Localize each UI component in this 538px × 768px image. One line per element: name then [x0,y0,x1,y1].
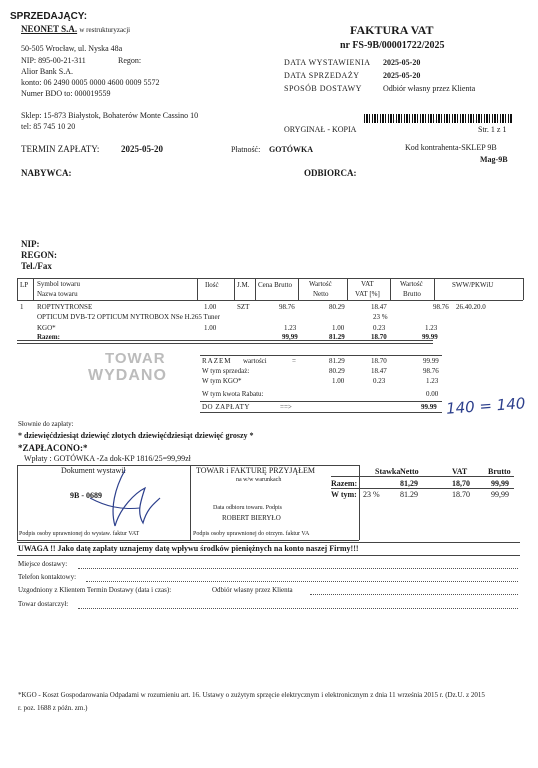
summary-sales-vat: 18.47 [371,367,387,375]
header-qty: Ilość [205,281,219,289]
stamp-line1: TOWAR [105,350,166,367]
seller-bank: Alior Bank S.A. [21,67,73,76]
sale-date-label: DATA SPRZEDAŻY [284,71,360,80]
vat-gross-header: Brutto [488,467,511,476]
kgo-footnote: *KGO - Koszt Gospodarowania Odpadami w rozumieniu art. 16. Ustawy o zużytym sprzęcie elektrycznym i elektronicznym z dnia 11 września 2015 r. (Dz.U. z 2015 r. poz. 1688 z późn. zm.) [18,691,485,712]
summary-due-label: DO ZAPŁATY [202,403,250,411]
header-gross-2: Brutto [403,290,421,298]
seller-name-suffix: w restrukturyzacji [79,26,131,34]
received-sub: na w/w warunkach [236,477,282,483]
row-gross: 1.23 [425,324,438,332]
delivery-arranged-value: Odbiór własny przez Klienta [212,586,293,594]
delivery-arranged-line [310,594,518,595]
issued-code: 9B - 0689 [70,491,102,500]
seller-regon: Regon: [118,56,142,65]
payment-method: GOTÓWKA [269,145,314,154]
delivery-place-line [78,568,518,569]
seller-account: konto: 06 2490 0005 0000 4600 0009 5572 [21,78,160,87]
received-caption: Podpis osoby uprawnionej do otrzym. faktur VA [193,531,310,537]
vat-net-header: Netto [400,467,419,476]
summary-total-gross: 99.99 [423,357,439,365]
header-gross-1: Wartość [400,280,423,288]
warehouse: Mag-9B [480,155,508,164]
sale-date: 2025-05-20 [383,71,421,80]
seller-phone: tel: 85 745 10 20 [21,122,76,131]
stamp-line2: WYDANO [88,367,167,384]
summary-discount-value: 0.00 [426,390,439,398]
summary-sales-label: W tym sprzedaż: [202,367,250,375]
summary-kgo-vat: 0.23 [373,377,386,385]
payment-method-label: Płatność: [231,145,261,154]
buyer-tel: Tel./Fax [21,261,52,271]
receiver-heading: ODBIORCA: [304,168,357,178]
words-label: Słownie do zapłaty: [18,420,74,428]
row-name: OPTICUM DVB-T2 OPTICUM NYTROBOX NSe H.265 Tuner [37,313,220,321]
items-total-label: Razem: [37,333,60,341]
items-total-gross: 99.99 [422,333,438,341]
row-symbol: KGO* [37,324,56,332]
payment-term-date: 2025-05-20 [121,144,163,154]
seller-heading: SPRZEDAJĄCY: [10,11,88,22]
buyer-heading: NABYWCA: [21,168,72,178]
delivery-place-label: Miejsce dostawy: [18,560,68,568]
payment-line: Wpłaty : GOTÓWKA -Za dok-KP 1816/25=99,99zł [24,454,191,463]
summary-total-vat: 18.70 [371,357,387,365]
header-name: Nazwa towaru [37,290,78,298]
seller-nip: NIP: 895-00-21-311 [21,56,86,65]
row-qty: 1.00 [204,303,217,311]
header-unit: J.M. [237,281,250,289]
vat-row-net: 81.29 [400,490,418,499]
header-net-2: Netto [313,290,329,298]
vat-total-label: Razem: [331,479,358,488]
received-name-label: Data odbioru towaru. Podpis [213,505,282,511]
row-net: 80.29 [329,303,345,311]
seller-company: NEONET S.A. [21,24,78,34]
row-symbol: ROPTNYTRONSE [37,303,93,311]
invoice-number: nr FS-9B/00001722/2025 [340,40,445,51]
items-total-price: 99,99 [282,333,298,341]
summary-sales-net: 80.29 [329,367,345,375]
payment-term-label: TERMIN ZAPŁATY: [21,144,100,154]
summary-total-sub: wartości [243,357,267,365]
row-code: 26.40.20.0 [456,303,486,311]
row-vat: 0.23 [373,324,386,332]
vat-total-net: 81,29 [400,479,418,488]
header-lp: LP [20,281,29,289]
seller-shop: Sklep: 15-873 Białystok, Bohaterów Monte Cassino 10 [21,111,199,120]
row-unit: SZT [237,303,250,311]
delivery-phone-line [86,581,518,582]
summary-sales-gross: 98.76 [423,367,439,375]
issue-date: 2025-05-20 [383,58,421,67]
summary-due-arrow: ==> [280,403,292,411]
vat-total-vat: 18,70 [452,479,470,488]
header-vat-1: VAT [361,280,374,288]
vat-row-label: W tym: [331,490,357,499]
summary-total-net: 81.29 [329,357,345,365]
summary-due-value: 99.99 [421,403,437,411]
original-copy: ORYGINAŁ - KOPIA [284,125,357,134]
invoice-title: FAKTURA VAT [350,23,434,37]
vat-total-gross: 99,99 [491,479,509,488]
delivery-method-label: SPOSÓB DOSTAWY [284,84,362,93]
summary-discount-label: W tym kwota Rabatu: [202,390,264,398]
delivery-courier-line [78,608,518,609]
row-vat: 18.47 [371,303,387,311]
row-vat-rate: 23 % [373,313,388,321]
delivery-method: Odbiór własny przez Klienta [383,84,476,93]
received-heading: TOWAR i FAKTURĘ PRZYJĄŁEM [196,466,316,475]
buyer-nip: NIP: [21,239,40,249]
barcode [364,114,512,123]
payment-notice: UWAGA !! Jako datę zapłaty uznajemy datę wpływu środków pieniężnych na konto naszej Firmy!!! [18,544,359,553]
buyer-regon: REGON: [21,250,57,260]
row-lp: 1 [20,303,24,311]
delivery-courier-label: Towar dostarczył: [18,600,69,608]
issue-date-label: DATA WYSTAWIENIA [284,58,371,67]
seller-address: 50-505 Wrocław, ul. Nyska 48a [21,44,123,53]
received-name: ROBERT BIERYŁO [222,514,281,522]
words-value: * dziewięćdziesiąt dziewięć złotych dziewięćdziesiąt dziewięć groszy * [18,431,254,440]
vat-row-rate: 23 % [363,490,380,499]
summary-total-eq: = [292,357,296,365]
delivery-phone-label: Telefon kontaktowy: [18,573,77,581]
vat-row-vat: 18.70 [452,490,470,499]
row-net: 1.00 [332,324,345,332]
summary-kgo-gross: 1.23 [426,377,439,385]
items-total-vat: 18.70 [371,333,387,341]
signature-scribble [85,468,165,530]
summary-kgo-net: 1.00 [332,377,345,385]
items-total-net: 81.29 [329,333,345,341]
vat-row-gross: 99,99 [491,490,509,499]
delivery-arranged-label: Uzgodniony z Klientem Termin Dostawy (data i czas): [18,586,172,594]
seller-name [21,24,130,34]
row-qty: 1.00 [204,324,217,332]
header-vat-2: VAT [%] [355,290,380,298]
contractor-code: Kod kontrahenta-SKLEP 9B [405,143,497,152]
header-symbol: Symbol towaru [37,280,80,288]
header-gross-price: Cena Brutto [258,281,293,289]
page-number: Str. 1 z 1 [478,125,507,134]
header-sww: SWW/PKWiU [452,281,494,289]
vat-rate-header: Stawka [375,467,401,476]
handwritten-note: 140 = 140 [445,394,526,418]
issued-caption: Podpis osoby uprawnionej do wystaw. faktur VAT [19,531,140,537]
seller-bdo: Numer BDO to: 000019559 [21,89,111,98]
vat-vat-header: VAT [452,467,468,476]
header-net-1: Wartość [309,280,332,288]
row-price: 1.23 [284,324,297,332]
paid-label: *ZAPŁACONO:* [18,443,88,453]
row-gross: 98.76 [433,303,449,311]
summary-total-label: RAZEM [202,357,232,365]
summary-kgo-label: W tym KGO* [202,377,242,385]
row-price: 98.76 [279,303,295,311]
issued-label: Dokument wystawił [61,466,126,475]
